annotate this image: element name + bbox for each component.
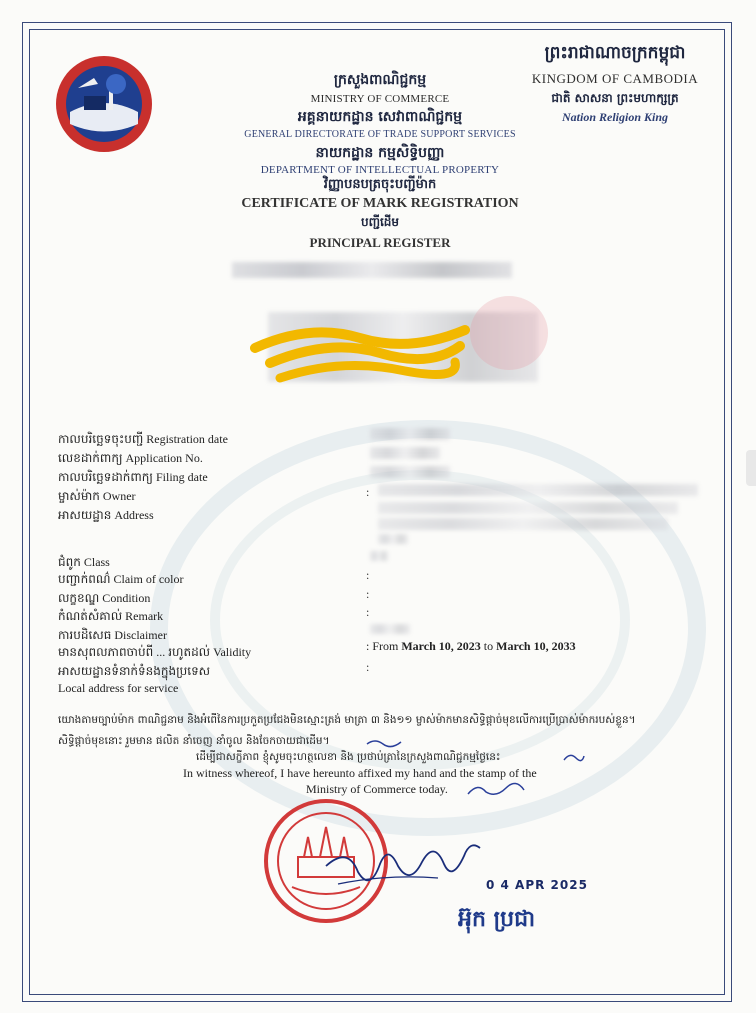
register-kh: បញ្ជីដើម xyxy=(360,215,400,229)
redacted-registration-date xyxy=(370,428,450,440)
label-validity: មានសុពលភាពចាប់ពី ... រហូតដល់ Validity xyxy=(58,645,252,659)
label-disclaimer: ការបដិសេធ Disclaimer xyxy=(58,628,167,642)
certificate-title: CERTIFICATE OF MARK REGISTRATION xyxy=(241,196,519,211)
signer-name-kh: អ៊ុក ប្រជា xyxy=(458,907,536,932)
directorate-kh: អគ្គនាយកដ្ឋាន សេវាពាណិជ្ជកម្ម xyxy=(297,109,463,125)
ministry-kh: ក្រសួងពាណិជ្ជកម្ម xyxy=(333,72,427,88)
validity-from-date: March 10, 2023 xyxy=(401,639,481,653)
department-en: DEPARTMENT OF INTELLECTUAL PROPERTY xyxy=(260,164,500,176)
department-kh: នាយកដ្ឋាន កម្មសិទ្ធិបញ្ញា xyxy=(315,145,445,161)
ministry-logo-icon xyxy=(54,54,154,154)
kingdom-en: KINGDOM OF CAMBODIA xyxy=(531,71,699,86)
certificate-kh: វិញ្ញាបនបត្រចុះបញ្ជីម៉ាក xyxy=(323,177,437,192)
register-title: PRINCIPAL REGISTER xyxy=(309,235,451,250)
label-condition: លក្ខខណ្ឌ Condition xyxy=(58,591,151,605)
label-application-no: លេខដាក់ពាក្យ Application No. xyxy=(58,451,203,465)
witness-line1: In witness whereof, I have hereunto affixed my hand and the stamp of the xyxy=(183,766,537,780)
colon-condition: : xyxy=(366,587,370,601)
redacted-address-2 xyxy=(378,518,668,530)
body-kh-line1: យោងតាមច្បាប់ម៉ាក ពាណិជ្ជនាម និងអំពើនៃការប្រកួតប្រជែងមិនស្មោះត្រង់ មាត្រា ៣ និង១១ ម្ចាស់ម៉ាកមានសិទ្ធិផ្ដាច់មុខលើការប្រើប្រាស់ម៉ាករបស់ខ្លួន។ xyxy=(58,714,636,726)
label-local-address-en: Local address for service xyxy=(58,681,179,695)
label-owner: ម្ចាស់ម៉ាក Owner xyxy=(58,489,136,503)
signature-date: 0 4 APR 2025 xyxy=(486,878,588,892)
scan-edge xyxy=(746,450,756,486)
kingdom-kh: ព្រះរាជាណាចក្រកម្ពុជា xyxy=(544,43,686,63)
validity-value xyxy=(366,639,576,654)
redacted-filing-date xyxy=(370,466,450,478)
label-remark: កំណត់សំគាល់ Remark xyxy=(58,609,164,623)
validity-to-word: to xyxy=(483,639,494,653)
colon-validity: : xyxy=(366,639,370,653)
redacted-application-no xyxy=(370,447,440,459)
initial-mark-icon xyxy=(365,736,405,750)
colon-claim-of-color: : xyxy=(366,568,370,582)
colon-owner: : xyxy=(366,485,370,499)
redacted-owner xyxy=(378,484,698,496)
initial-mark-3-icon xyxy=(466,780,526,800)
label-class: ជំពូក Class xyxy=(58,555,110,569)
redacted-seal xyxy=(470,296,548,370)
motto-en: Nation Religion King xyxy=(561,110,669,124)
validity-from-word: From xyxy=(372,639,399,653)
label-claim-of-color: បញ្ជាក់ពណ៌ Claim of color xyxy=(58,572,184,586)
motto-kh: ជាតិ សាសនា ព្រះមហាក្សត្រ xyxy=(551,91,679,105)
witness-line2: Ministry of Commerce today. xyxy=(306,782,448,796)
redaction-scribble-icon xyxy=(250,318,470,386)
redacted-disclaimer xyxy=(370,624,410,634)
validity-to-date: March 10, 2033 xyxy=(496,639,576,653)
redacted-address-1 xyxy=(378,502,678,514)
colon-remark: : xyxy=(366,605,370,619)
label-address: អាសយដ្ឋាន Address xyxy=(58,508,154,522)
official-signature-icon xyxy=(318,826,488,896)
colon-local-address: : xyxy=(366,660,370,674)
body-kh-line2: សិទ្ធិផ្ដាច់មុខនោះ រួមមាន ផលិត នាំចេញ នាំចូល និងចែកចាយជាដើម។ xyxy=(58,735,330,747)
label-registration-date: កាលបរិច្ឆេទចុះបញ្ជី Registration date xyxy=(58,432,228,446)
redacted-address-3 xyxy=(378,534,408,544)
redacted-class xyxy=(370,551,388,561)
body-kh-line3: ដើម្បីជាសក្ខីភាព ខ្ញុំសូមចុះហត្ថលេខា និង ប្រថាប់ត្រានៃក្រសួងពាណិជ្ជកម្មថ្ងៃនេះ xyxy=(196,751,501,763)
label-local-address-kh: អាសយដ្ឋានទំនាក់ទំនងក្នុងប្រទេស xyxy=(58,664,211,678)
redacted-registration-number xyxy=(232,262,512,278)
directorate-en: GENERAL DIRECTORATE OF TRADE SUPPORT SERVICES xyxy=(244,129,516,140)
initial-mark-2-icon xyxy=(562,750,586,764)
label-filing-date: កាលបរិច្ឆេទដាក់ពាក្យ Filing date xyxy=(58,470,208,484)
ministry-en: MINISTRY OF COMMERCE xyxy=(310,93,450,105)
